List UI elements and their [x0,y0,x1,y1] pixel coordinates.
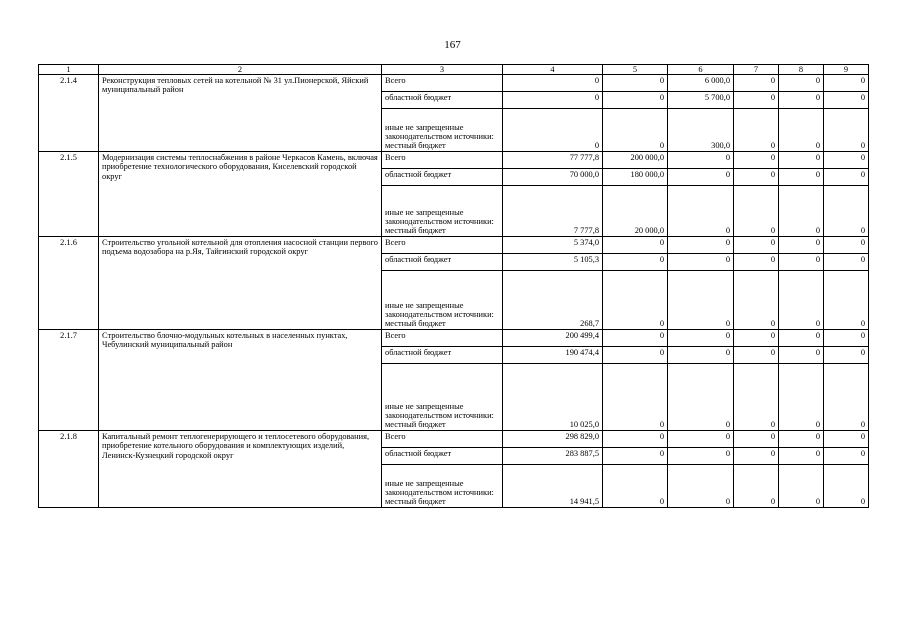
source-label-other: иные не запрещенные законодательством источники: [385,300,494,319]
value-cell: 70 000,0 [503,169,603,186]
value-cell: 0 [668,431,734,448]
item-number: 2.1.4 [39,75,99,152]
column-header: 8 [779,65,824,75]
source-label-local: местный бюджет [385,226,446,235]
value-cell: 77 777,8 [503,152,603,169]
value-cell: 20 000,0 [603,186,668,237]
value-cell: 0 [503,92,603,109]
value-cell: 298 829,0 [503,431,603,448]
source-cell-local [382,465,503,508]
value-cell: 0 [603,448,668,465]
value-cell: 0 [779,237,824,254]
value-cell: 0 [779,169,824,186]
item-number: 2.1.7 [39,330,99,431]
source-label-total: Всего [382,152,503,169]
value-cell: 0 [734,75,779,92]
source-label-other: иные не запрещенные законодательством источники: [385,401,494,420]
source-label-other: иные не запрещенные законодательством источники: [385,207,494,226]
source-label-oblast: областной бюджет [382,448,503,465]
item-number: 2.1.6 [39,237,99,330]
value-cell: 0 [734,109,779,152]
value-cell: 0 [734,169,779,186]
value-cell: 200 499,4 [503,330,603,347]
column-header: 6 [668,65,734,75]
value-cell: 0 [734,271,779,330]
value-cell: 0 [779,330,824,347]
value-cell: 0 [603,254,668,271]
value-cell: 5 105,3 [503,254,603,271]
value-cell: 0 [668,448,734,465]
value-cell: 283 887,5 [503,448,603,465]
page-number: 167 [444,39,461,51]
source-cell-local [382,109,503,152]
value-cell: 14 941,5 [503,465,603,508]
source-cell-local [382,186,503,237]
column-header: 7 [734,65,779,75]
column-header: 2 [99,65,382,75]
value-cell: 268,7 [503,271,603,330]
table-row-total [39,152,869,169]
value-cell: 0 [824,75,869,92]
table-row-total [39,330,869,347]
value-cell: 0 [779,75,824,92]
header-row [39,65,869,75]
value-cell: 0 [824,271,869,330]
value-cell: 0 [824,330,869,347]
value-cell: 0 [734,237,779,254]
table-row-total [39,75,869,92]
value-cell: 0 [734,92,779,109]
source-label-oblast: областной бюджет [382,169,503,186]
value-cell: 5 700,0 [668,92,734,109]
value-cell: 0 [668,152,734,169]
value-cell: 0 [603,271,668,330]
value-cell: 0 [779,186,824,237]
budget-table [38,64,869,508]
column-header: 3 [382,65,503,75]
value-cell: 0 [734,364,779,431]
item-title: Строительство блочно-модульных котельных в населенных пунктах, Чебулинский муниципальный район [99,330,382,431]
source-label-other: иные не запрещенные законодательством источники: [385,478,494,497]
source-label-oblast: областной бюджет [382,347,503,364]
value-cell: 0 [824,152,869,169]
value-cell: 0 [734,465,779,508]
source-label-local: местный бюджет [385,319,446,328]
value-cell: 0 [668,465,734,508]
value-cell: 200 000,0 [603,152,668,169]
value-cell: 0 [603,92,668,109]
value-cell: 0 [779,152,824,169]
value-cell: 0 [734,347,779,364]
value-cell: 0 [734,431,779,448]
value-cell: 0 [668,237,734,254]
value-cell: 0 [824,237,869,254]
value-cell: 0 [734,152,779,169]
table-row-total [39,237,869,254]
item-title: Строительство угольной котельной для отопления насосной станции первого подъема водозабора на р.Яя, Тайгинский городской округ [99,237,382,330]
value-cell: 0 [779,347,824,364]
value-cell: 0 [824,254,869,271]
value-cell: 0 [603,109,668,152]
source-cell-local [382,364,503,431]
table-row-total [39,431,869,448]
source-label-total: Всего [382,75,503,92]
value-cell: 7 777,8 [503,186,603,237]
value-cell: 0 [779,448,824,465]
column-header: 5 [603,65,668,75]
value-cell: 0 [824,186,869,237]
source-label-local: местный бюджет [385,420,446,429]
value-cell: 0 [668,330,734,347]
value-cell: 10 025,0 [503,364,603,431]
source-label-total: Всего [382,431,503,448]
value-cell: 0 [668,169,734,186]
value-cell: 0 [779,465,824,508]
value-cell: 6 000,0 [668,75,734,92]
value-cell: 0 [779,271,824,330]
value-cell: 0 [734,254,779,271]
value-cell: 0 [503,75,603,92]
column-header: 4 [503,65,603,75]
value-cell: 0 [668,271,734,330]
value-cell: 0 [603,75,668,92]
source-label-total: Всего [382,330,503,347]
value-cell: 190 474,4 [503,347,603,364]
value-cell: 0 [824,465,869,508]
value-cell: 0 [603,347,668,364]
value-cell: 0 [824,92,869,109]
value-cell: 5 374,0 [503,237,603,254]
source-label-oblast: областной бюджет [382,254,503,271]
value-cell: 0 [603,465,668,508]
item-title: Реконструкция тепловых сетей на котельной № 31 ул.Пионерской, Яйский муниципальный район [99,75,382,152]
value-cell: 0 [734,330,779,347]
value-cell: 0 [734,186,779,237]
value-cell: 0 [668,254,734,271]
value-cell: 0 [824,364,869,431]
value-cell: 0 [603,237,668,254]
value-cell: 0 [668,347,734,364]
value-cell: 0 [668,186,734,237]
value-cell: 0 [779,431,824,448]
value-cell: 0 [603,364,668,431]
value-cell: 0 [779,254,824,271]
source-label-local: местный бюджет [385,141,446,150]
value-cell: 180 000,0 [603,169,668,186]
value-cell: 0 [503,109,603,152]
source-label-oblast: областной бюджет [382,92,503,109]
item-number: 2.1.5 [39,152,99,237]
value-cell: 0 [824,109,869,152]
source-label-total: Всего [382,237,503,254]
value-cell: 0 [824,448,869,465]
value-cell: 300,0 [668,109,734,152]
value-cell: 0 [824,347,869,364]
value-cell: 0 [734,448,779,465]
value-cell: 0 [668,364,734,431]
value-cell: 0 [779,109,824,152]
column-header: 9 [824,65,869,75]
column-header: 1 [39,65,99,75]
source-label-local: местный бюджет [385,497,446,506]
value-cell: 0 [603,330,668,347]
source-label-other: иные не запрещенные законодательством источники: [385,122,494,141]
item-title: Капитальный ремонт теплогенерирующего и теплосетевого оборудования, приобретение котельного оборудования и комплектующих изделий, Ленинск-Кузнецкий городской округ [99,431,382,508]
item-title: Модернизация системы теплоснабжения в районе Черкасов Камень, включая приобретение технологического оборудования, Киселевский городской округ [99,152,382,237]
value-cell: 0 [824,169,869,186]
value-cell: 0 [779,364,824,431]
item-number: 2.1.8 [39,431,99,508]
value-cell: 0 [779,92,824,109]
source-cell-local [382,271,503,330]
value-cell: 0 [603,431,668,448]
value-cell: 0 [824,431,869,448]
